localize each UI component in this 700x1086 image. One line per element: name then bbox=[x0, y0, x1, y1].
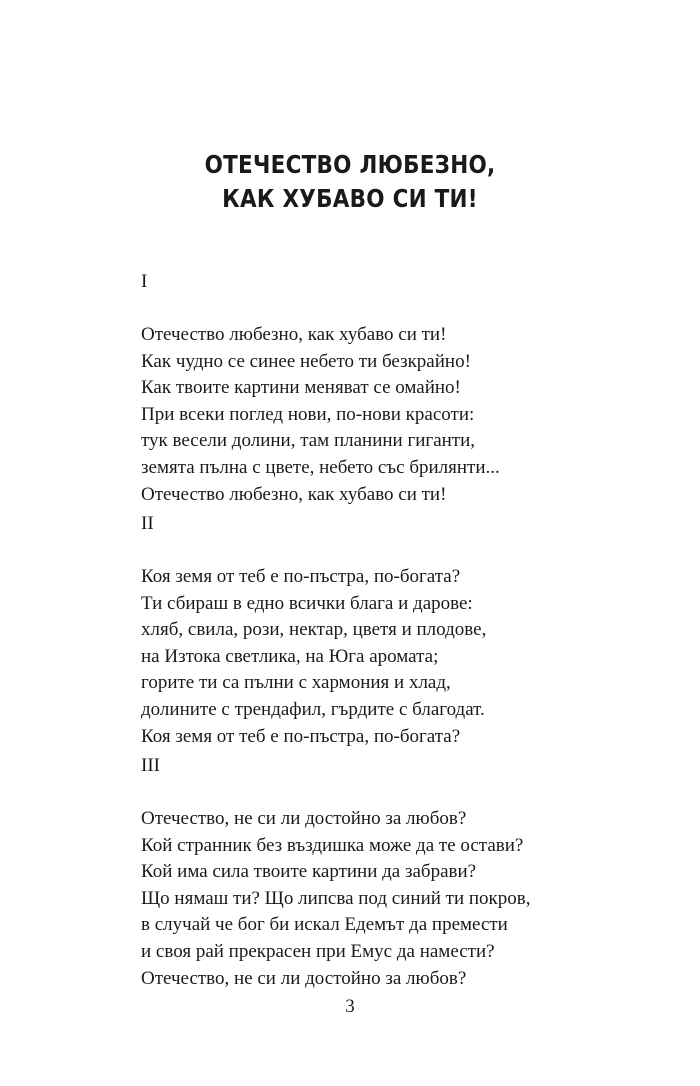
poem-title-line-2: КАК ХУБАВО СИ ТИ! bbox=[222, 184, 478, 213]
stanza bbox=[141, 564, 486, 750]
section-numeral: II bbox=[141, 513, 154, 534]
verse-line: долините с трендафил, гърдите с благодат. bbox=[141, 698, 485, 720]
stanza bbox=[141, 322, 500, 508]
verse-line: Коя земя от теб е по-пъстра, по-богата? bbox=[141, 566, 461, 587]
section-2 bbox=[141, 512, 486, 750]
poem-title bbox=[49, 148, 651, 216]
verse-line: Кой странник без въздишка може да те остави? bbox=[141, 834, 524, 856]
verse-line: Отечество любезно, как хубаво си ти! bbox=[141, 324, 447, 345]
section-numeral: III bbox=[141, 755, 160, 776]
verse-line: Кой има сила твоите картини да забрави? bbox=[141, 861, 477, 883]
verse-line: Как чудно се синее небето ти безкрайно! bbox=[141, 350, 471, 372]
verse-line: на Изтока светлика, на Юга аромата; bbox=[141, 645, 439, 667]
poem-title-line-1: ОТЕЧЕСТВО ЛЮБЕЗНО, bbox=[204, 150, 496, 179]
verse-line: и своя рай прекрасен при Емус да намести? bbox=[141, 940, 495, 962]
stanza bbox=[141, 806, 531, 992]
section-1 bbox=[141, 270, 500, 508]
section-3 bbox=[141, 754, 531, 992]
section-numeral: I bbox=[141, 271, 148, 292]
verse-line: тук весели долини, там планини гиганти, bbox=[141, 430, 476, 452]
verse-line: Коя земя от теб е по-пъстра, по-богата? bbox=[141, 725, 461, 747]
verse-line: Ти сбираш в едно всички блага и дарове: bbox=[141, 592, 473, 614]
verse-line: земята пълна с цвете, небето със брилянти... bbox=[141, 456, 500, 478]
verse-line: Що нямаш ти? Що липсва под синий ти покров, bbox=[141, 887, 531, 909]
verse-line: горите ти са пълни с хармония и хлад, bbox=[141, 672, 451, 694]
verse-line: Отечество, не си ли достойно за любов? bbox=[141, 808, 467, 829]
verse-line: При всеки поглед нови, по-нови красоти: bbox=[141, 403, 475, 425]
verse-line: в случай че бог би искал Едемът да премести bbox=[141, 914, 508, 936]
verse-line: Как твоите картини меняват се омайно! bbox=[141, 377, 461, 399]
verse-line: Отечество, не си ли достойно за любов? bbox=[141, 967, 467, 989]
page-number: 3 bbox=[345, 996, 355, 1017]
verse-line: Отечество любезно, как хубаво си ти! bbox=[141, 483, 447, 505]
verse-line: хляб, свила, рози, нектар, цветя и плодове, bbox=[141, 619, 487, 641]
